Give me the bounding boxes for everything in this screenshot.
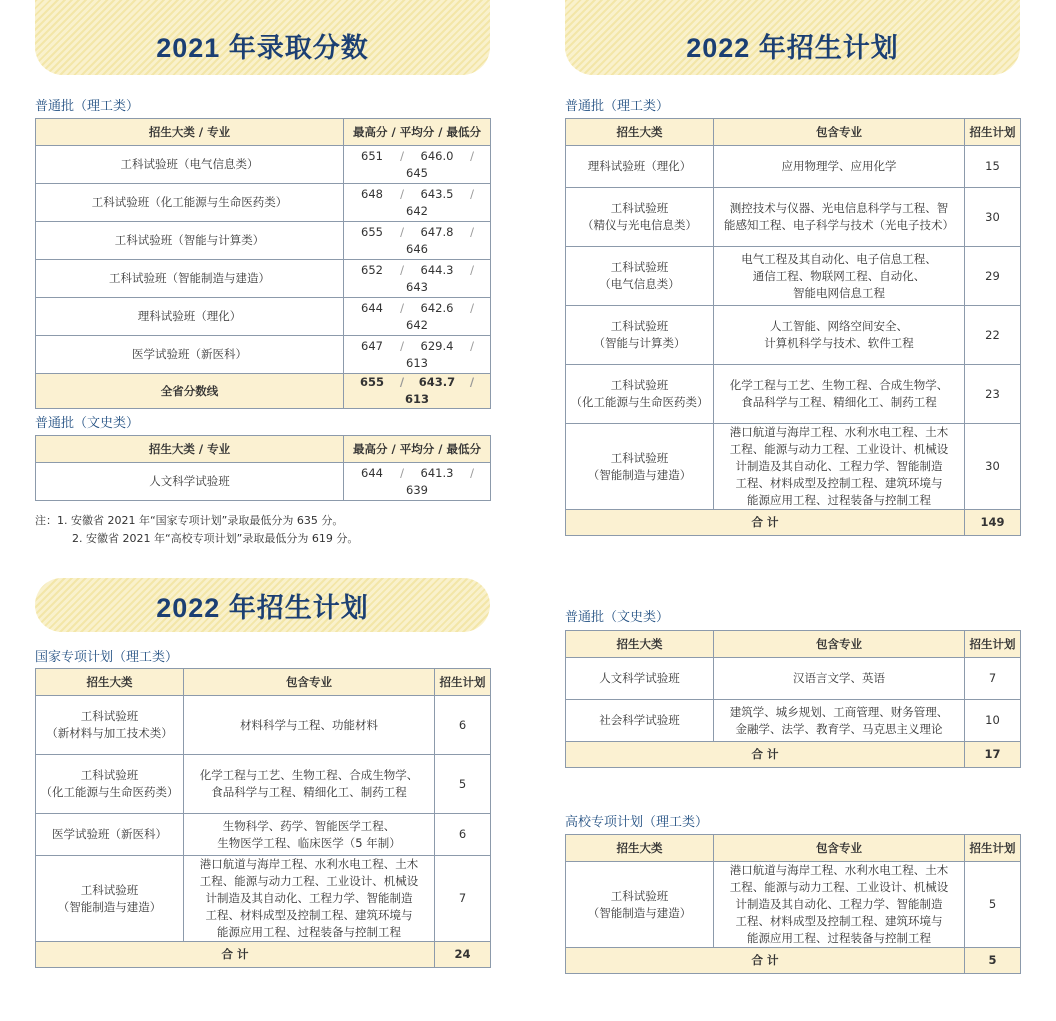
score-min: 613: [404, 392, 429, 406]
category: 社会科学试验班: [566, 700, 714, 742]
score-min: 639: [406, 482, 428, 497]
majors: 应用物理学、应用化学: [714, 146, 965, 188]
plan-table-science: [565, 118, 1021, 536]
table-row: [36, 814, 491, 856]
total-count: 5: [965, 948, 1021, 974]
total-count: 149: [965, 510, 1021, 536]
separator: /: [400, 338, 404, 353]
plan-count: 15: [965, 146, 1021, 188]
table-row: [36, 260, 491, 298]
majors: 汉语言文学、英语: [714, 658, 965, 700]
score-cell: [344, 463, 491, 501]
plan-count: 29: [965, 247, 1021, 306]
major-name: 理科试验班（理化）: [36, 298, 344, 336]
total-count: 17: [965, 742, 1021, 768]
majors: 港口航道与海岸工程、水利水电工程、土木 工程、能源与动力工程、工业设计、机械设 计制造及其自动化、工程力学、智能制造 工程、材料成型及控制工程、建筑环境与 能源应用工程、过程装备与控制工程: [714, 862, 965, 948]
separator: /: [400, 465, 404, 480]
category: 工科试验班 （电气信息类）: [566, 247, 714, 306]
column-header: 招生计划: [965, 835, 1021, 862]
banner-2021-scores: [35, 0, 490, 75]
total-label: 全省分数线: [36, 374, 344, 409]
section-title: 2022 年招生计划: [686, 33, 899, 63]
total-row: [566, 510, 1021, 536]
score-cell: [344, 336, 491, 374]
score-avg: 629.4: [420, 338, 454, 353]
separator: /: [470, 338, 474, 353]
score-max: 644: [361, 300, 383, 315]
score-avg: 641.3: [420, 465, 454, 480]
table-row: [36, 463, 491, 501]
plan-count: 5: [435, 755, 491, 814]
column-header: 包含专业: [184, 669, 435, 696]
score-avg: 644.3: [420, 262, 454, 277]
score-min: 642: [406, 203, 428, 218]
table-row: [566, 247, 1021, 306]
section-label: 普通批（理工类）: [35, 99, 140, 114]
column-header: 招生计划: [965, 119, 1021, 146]
header-row: [566, 119, 1021, 146]
table-row: [36, 222, 491, 260]
score-cell: [344, 222, 491, 260]
score-min: 642: [406, 317, 428, 332]
score-max: 651: [361, 148, 383, 163]
category: 工科试验班 （智能制造与建造）: [566, 424, 714, 510]
table-row: [566, 862, 1021, 948]
major-name: 工科试验班（智能制造与建造）: [36, 260, 344, 298]
total-row: [36, 942, 491, 968]
separator: /: [470, 262, 474, 277]
separator: /: [470, 465, 474, 480]
plan-count: 23: [965, 365, 1021, 424]
plan-count: 30: [965, 188, 1021, 247]
plan-count: 7: [435, 856, 491, 942]
major-name: 工科试验班（智能与计算类）: [36, 222, 344, 260]
table-row: [566, 424, 1021, 510]
score-avg: 642.6: [420, 300, 454, 315]
column-header: 最高分 / 平均分 / 最低分: [344, 436, 491, 463]
table-row: [36, 184, 491, 222]
total-label: 合 计: [566, 948, 965, 974]
majors: 人工智能、网络空间安全、 计算机科学与技术、软件工程: [714, 306, 965, 365]
column-header: 包含专业: [714, 631, 965, 658]
table-row: [36, 146, 491, 184]
score-avg: 646.0: [420, 148, 454, 163]
majors: 港口航道与海岸工程、水利水电工程、土木 工程、能源与动力工程、工业设计、机械设 计制造及其自动化、工程力学、智能制造 工程、材料成型及控制工程、建筑环境与 能源应用工程、过程装备与控制工程: [714, 424, 965, 510]
plan-count: 6: [435, 696, 491, 755]
major-name: 人文科学试验班: [36, 463, 344, 501]
plan-table-national: [35, 668, 491, 968]
category: 工科试验班 （精仪与光电信息类）: [566, 188, 714, 247]
table-row: [566, 188, 1021, 247]
section-title: 2021 年录取分数: [156, 33, 369, 63]
section-label: 普通批（文史类）: [35, 416, 140, 431]
score-max: 647: [361, 338, 383, 353]
category: 人文科学试验班: [566, 658, 714, 700]
table-row: [566, 306, 1021, 365]
plan-table-college: [565, 834, 1021, 974]
majors: 测控技术与仪器、光电信息科学与工程、智 能感知工程、电子科学与技术（光电子技术）: [714, 188, 965, 247]
column-header: 招生大类: [566, 631, 714, 658]
score-max: 655: [361, 224, 383, 239]
separator: /: [470, 300, 474, 315]
table-row: [36, 856, 491, 942]
separator: /: [400, 224, 404, 239]
section-title: 2022 年招生计划: [156, 592, 369, 623]
header-row: [566, 631, 1021, 658]
category: 工科试验班 （新材料与加工技术类）: [36, 696, 184, 755]
banner-2022-plan: [565, 0, 1020, 75]
table-row: [36, 298, 491, 336]
total-row: [36, 374, 491, 409]
header-row: [36, 669, 491, 696]
score-avg: 643.5: [420, 186, 454, 201]
section-label: 国家专项计划（理工类）: [35, 650, 179, 665]
section-label: 普通批（文史类）: [565, 610, 670, 625]
score-min: 645: [406, 165, 428, 180]
score-table-arts: [35, 435, 491, 501]
category: 工科试验班 （智能制造与建造）: [566, 862, 714, 948]
table-row: [566, 146, 1021, 188]
category: 医学试验班（新医科）: [36, 814, 184, 856]
separator: /: [400, 300, 404, 315]
plan-count: 30: [965, 424, 1021, 510]
major-name: 工科试验班（化工能源与生命医药类）: [36, 184, 344, 222]
score-cell: [344, 374, 491, 409]
score-min: 613: [406, 355, 428, 370]
plan-count: 5: [965, 862, 1021, 948]
separator: /: [399, 375, 405, 389]
table-row: [36, 696, 491, 755]
column-header: 招生大类 / 专业: [36, 119, 344, 146]
score-max: 655: [359, 375, 384, 389]
category: 工科试验班 （智能与计算类）: [566, 306, 714, 365]
table-row: [36, 336, 491, 374]
major-name: 工科试验班（电气信息类）: [36, 146, 344, 184]
score-cell: [344, 146, 491, 184]
note: 注：1. 安徽省 2021 年“国家专项计划”录取最低分为 635 分。: [35, 514, 344, 527]
header-row: [566, 835, 1021, 862]
category: 工科试验班 （化工能源与生命医药类）: [36, 755, 184, 814]
plan-table-arts: [565, 630, 1021, 768]
plan-count: 10: [965, 700, 1021, 742]
table-row: [566, 365, 1021, 424]
score-cell: [344, 184, 491, 222]
total-row: [566, 948, 1021, 974]
score-cell: [344, 298, 491, 336]
column-header: 包含专业: [714, 119, 965, 146]
note: 2. 安徽省 2021 年“高校专项计划”录取最低分为 619 分。: [72, 532, 359, 545]
category: 工科试验班 （化工能源与生命医药类）: [566, 365, 714, 424]
total-label: 合 计: [566, 742, 965, 768]
section-label: 高校专项计划（理工类）: [565, 815, 709, 830]
majors: 化学工程与工艺、生物工程、合成生物学、 食品科学与工程、精细化工、制药工程: [184, 755, 435, 814]
score-max: 644: [361, 465, 383, 480]
major-name: 医学试验班（新医科）: [36, 336, 344, 374]
score-max: 652: [361, 262, 383, 277]
separator: /: [400, 186, 404, 201]
column-header: 招生计划: [435, 669, 491, 696]
separator: /: [469, 375, 475, 389]
plan-count: 22: [965, 306, 1021, 365]
banner-2022-plan: [35, 578, 490, 632]
score-min: 643: [406, 279, 428, 294]
total-row: [566, 742, 1021, 768]
column-header: 包含专业: [714, 835, 965, 862]
separator: /: [470, 224, 474, 239]
table-row: [566, 658, 1021, 700]
score-avg: 643.7: [418, 375, 456, 389]
score-max: 648: [361, 186, 383, 201]
column-header: 招生大类 / 专业: [36, 436, 344, 463]
majors: 材料科学与工程、功能材料: [184, 696, 435, 755]
total-label: 合 计: [36, 942, 435, 968]
majors: 电气工程及其自动化、电子信息工程、 通信工程、物联网工程、自动化、 智能电网信息工程: [714, 247, 965, 306]
column-header: 招生大类: [36, 669, 184, 696]
section-label: 普通批（理工类）: [565, 99, 670, 114]
total-label: 合 计: [566, 510, 965, 536]
majors: 港口航道与海岸工程、水利水电工程、土木 工程、能源与动力工程、工业设计、机械设 计制造及其自动化、工程力学、智能制造 工程、材料成型及控制工程、建筑环境与 能源应用工程、过程装备与控制工程: [184, 856, 435, 942]
column-header: 招生大类: [566, 835, 714, 862]
separator: /: [400, 262, 404, 277]
header-row: [36, 119, 491, 146]
category: 理科试验班（理化）: [566, 146, 714, 188]
score-min: 646: [406, 241, 428, 256]
majors: 生物科学、药学、智能医学工程、 生物医学工程、临床医学（5 年制）: [184, 814, 435, 856]
header-row: [36, 436, 491, 463]
majors: 化学工程与工艺、生物工程、合成生物学、 食品科学与工程、精细化工、制药工程: [714, 365, 965, 424]
column-header: 招生大类: [566, 119, 714, 146]
score-table-science: [35, 118, 491, 409]
category: 工科试验班 （智能制造与建造）: [36, 856, 184, 942]
table-row: [566, 700, 1021, 742]
column-header: 招生计划: [965, 631, 1021, 658]
plan-count: 6: [435, 814, 491, 856]
column-header: 最高分 / 平均分 / 最低分: [344, 119, 491, 146]
score-avg: 647.8: [420, 224, 454, 239]
plan-count: 7: [965, 658, 1021, 700]
separator: /: [400, 148, 404, 163]
majors: 建筑学、城乡规划、工商管理、财务管理、 金融学、法学、教育学、马克思主义理论: [714, 700, 965, 742]
table-row: [36, 755, 491, 814]
score-cell: [344, 260, 491, 298]
total-count: 24: [435, 942, 491, 968]
separator: /: [470, 186, 474, 201]
separator: /: [470, 148, 474, 163]
